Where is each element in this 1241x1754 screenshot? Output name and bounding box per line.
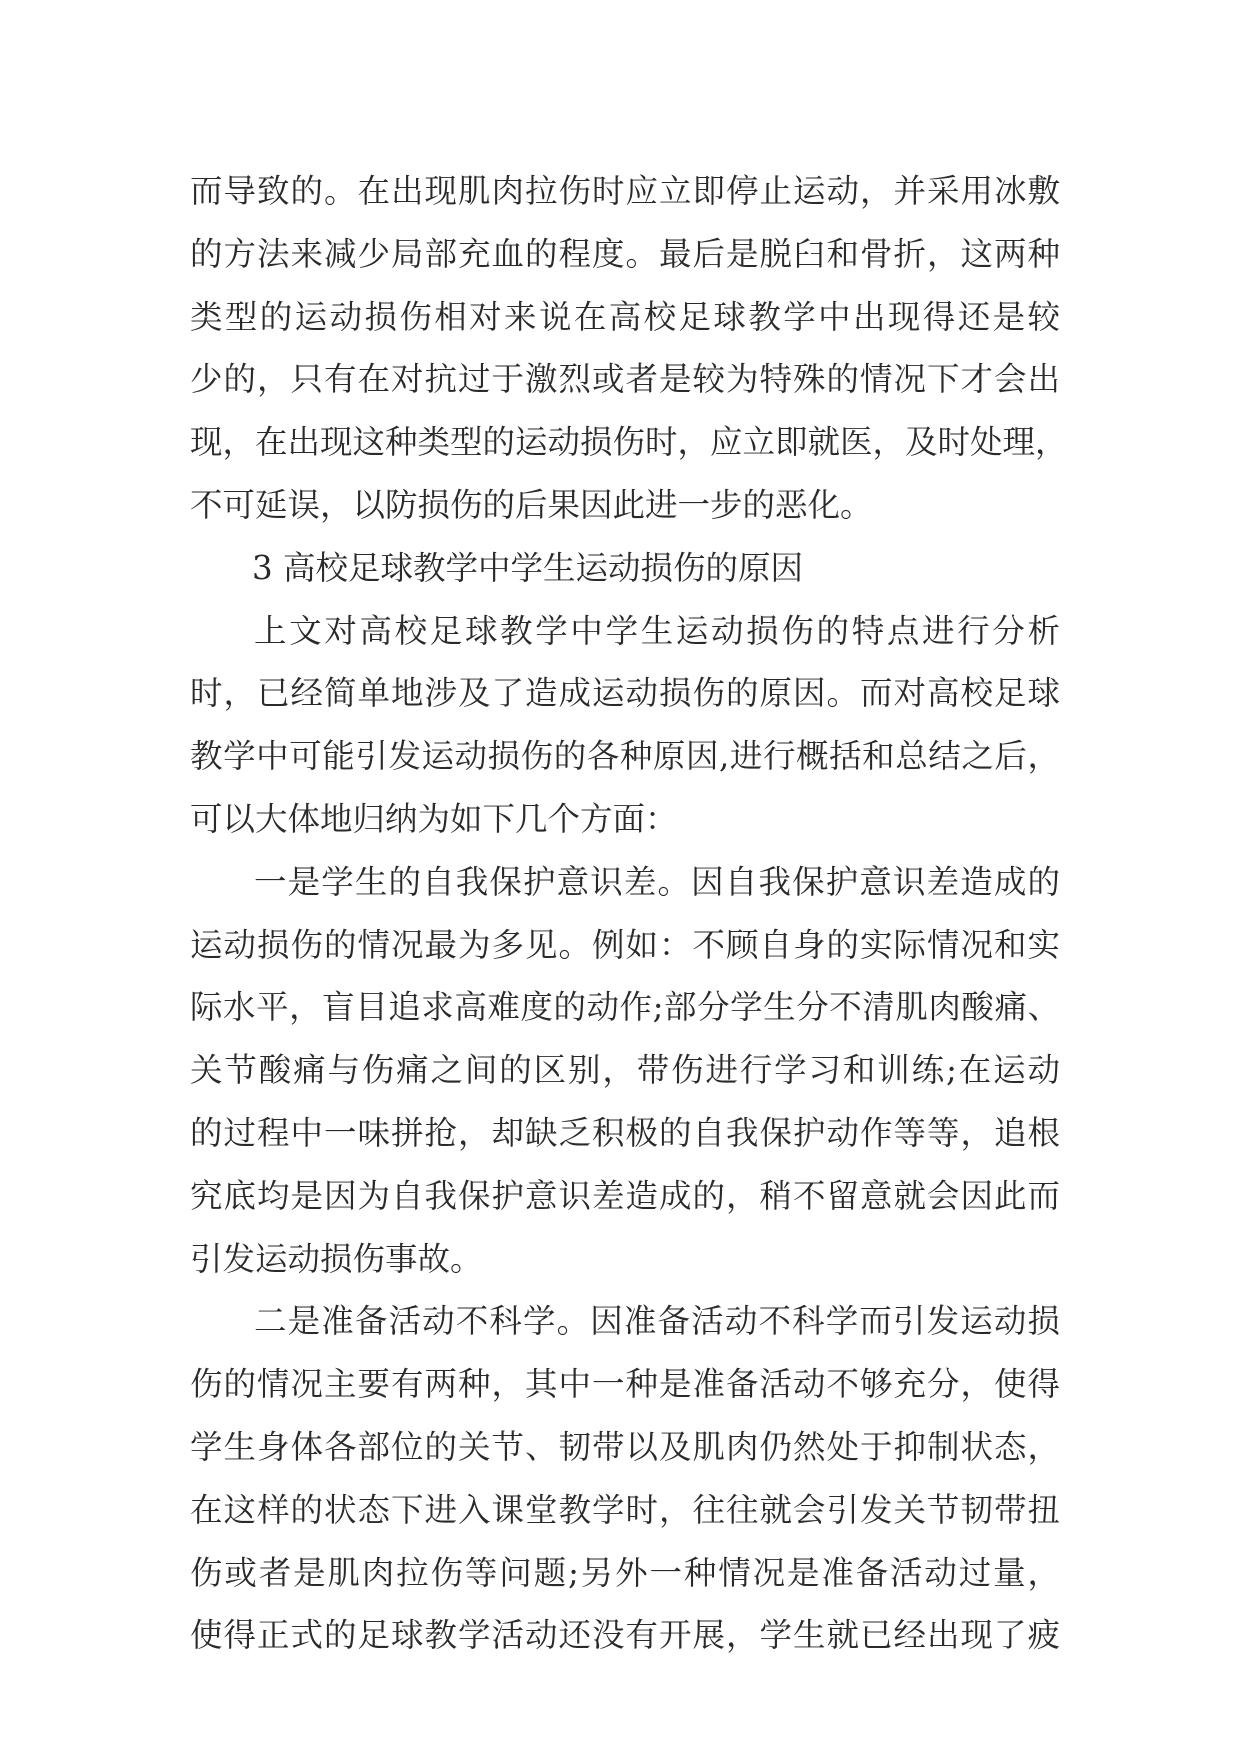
text-line: 际水平，盲目追求高难度的动作;部分学生分不清肌肉酸痛、 [190, 988, 1060, 1027]
text-line: 少的，只有在对抗过于激烈或者是较为特殊的情况下才会出 [190, 360, 1060, 399]
text-line: 究底均是因为自我保护意识差造成的，稍不留意就会因此而 [190, 1176, 1060, 1215]
text-line: 一是学生的自我保护意识差。因自我保护意识差造成的 [254, 862, 1060, 901]
text-line: 类型的运动损伤相对来说在高校足球教学中出现得还是较 [190, 297, 1060, 336]
section-heading: 3 高校足球教学中学生运动损伤的原因 [252, 548, 804, 587]
text-line: 现，在出现这种类型的运动损伤时，应立即就医，及时处理， [190, 423, 1068, 462]
text-line: 的过程中一味拼抢，却缺乏积极的自我保护动作等等，追根 [190, 1113, 1060, 1152]
text-line: 教学中可能引发运动损伤的各种原因,进行概括和总结之后， [190, 737, 1060, 776]
body-text [190, 160, 1068, 1667]
text-line: 引发运动损伤事故。 [190, 1239, 483, 1278]
text-line: 的方法来减少局部充血的程度。最后是脱臼和骨折，这两种 [190, 234, 1060, 273]
text-line: 上文对高校足球教学中学生运动损伤的特点进行分析 [254, 611, 1060, 650]
text-line: 二是准备活动不科学。因准备活动不科学而引发运动损 [254, 1302, 1060, 1341]
text-line: 伤的情况主要有两种，其中一种是准备活动不够充分，使得 [190, 1365, 1060, 1404]
text-line: 使得正式的足球教学活动还没有开展，学生就已经出现了疲 [190, 1616, 1060, 1655]
text-line: 可以大体地归纳为如下几个方面： [190, 799, 678, 838]
text-line: 而导致的。在出现肌肉拉伤时应立即停止运动，并采用冰敷 [190, 172, 1060, 210]
text-line: 伤或者是肌肉拉伤等问题;另外一种情况是准备活动过量， [190, 1553, 1060, 1592]
text-line: 时，已经简单地涉及了造成运动损伤的原因。而对高校足球 [190, 674, 1060, 713]
text-line: 运动损伤的情况最为多见。例如：不顾自身的实际情况和实 [190, 925, 1060, 964]
text-line: 学生身体各部位的关节、韧带以及肌肉仍然处于抑制状态， [190, 1427, 1060, 1466]
text-line: 在这样的状态下进入课堂教学时，往往就会引发关节韧带扭 [190, 1490, 1060, 1529]
text-line: 不可延误，以防损伤的后果因此进一步的恶化。 [190, 485, 873, 524]
text-line: 关节酸痛与伤痛之间的区别，带伤进行学习和训练;在运动 [190, 1051, 1060, 1090]
